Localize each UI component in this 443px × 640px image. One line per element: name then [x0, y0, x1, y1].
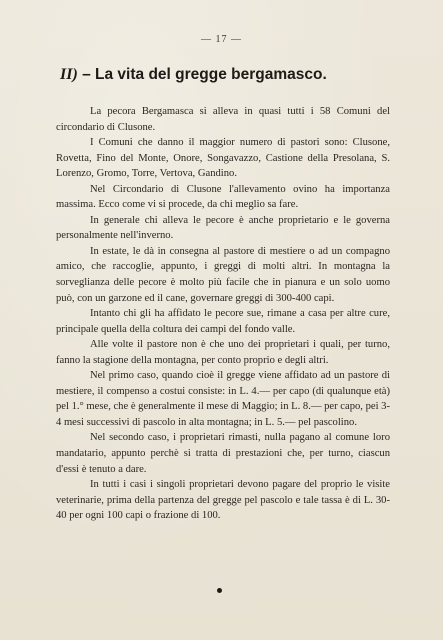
page-number: — 17 —: [201, 34, 242, 45]
ink-dot: [217, 588, 222, 593]
body-text: [56, 104, 390, 524]
section-heading: [60, 66, 390, 84]
section-number: II): [60, 66, 78, 83]
section-dash: –: [82, 66, 91, 83]
paragraph: Alle volte il pastore non è che uno dei proprietari i quali, per turno, fanno la stagione della montagna, per conto proprio e degli altri.: [56, 339, 390, 366]
paragraph: I Comuni che danno il maggior numero di pastori sono: Clusone, Rovetta, Fino del Monte, Onore, Songavazzo, Castione della Presolana, S. Lorenzo, Gromo, Torre, Vertova, Gandino.: [56, 137, 390, 180]
paragraph: Nel secondo caso, i proprietari rimasti, nulla pagano al comune loro mandatario, appunto perchè si tratta di prestazioni che, per turno, ciascun d'essi è tenuto a dare.: [56, 432, 390, 475]
paragraph: In tutti i casi i singoli proprietari devono pagare del proprio le visite veterinarie, prima della partenza del gregge pel pascolo e tale tassa è di L. 30-40 per ogni 100 capi o frazione di 100.: [56, 479, 390, 522]
paragraph: In generale chi alleva le pecore è anche proprietario e le governa personalmente nell'inverno.: [56, 214, 390, 242]
paragraph: Nel primo caso, quando cioè il gregge viene affidato ad un pastore di mestiere, il compenso a costui consiste: in L. 4.— per capo (di qualunque età) pel 1.° mese, che è generalmente il mese di Maggio; in L. 8.— per capo, pei 3-4 mesi successivi di pascolo in alta montagna; in L. 5.— pel pascolino.: [56, 370, 391, 428]
paragraph: La pecora Bergamasca si alleva in quasi tutti i 58 Comuni del circondario di Clusone.: [56, 106, 390, 133]
paragraph: Nel Circondario di Clusone l'allevamento ovino ha importanza massima. Ecco come vi si procede, da chi meglio sa fare.: [56, 183, 390, 211]
section-title: La vita del gregge bergamasco.: [95, 66, 327, 83]
paragraph: Intanto chi gli ha affidato le pecore sue, rimane a casa per altre cure, principale quella della coltura dei campi del fondo valle.: [56, 308, 390, 335]
paragraph: In estate, le dà in consegna al pastore di mestiere o ad un compagno amico, che raccoglie, appunto, i greggi di molti altri. In montagna la sorveglianza delle pecore è molto più facile che in pianura e un solo uomo può, con un garzone ed il cane, governare greggi di 300-400 capi.: [56, 245, 390, 304]
